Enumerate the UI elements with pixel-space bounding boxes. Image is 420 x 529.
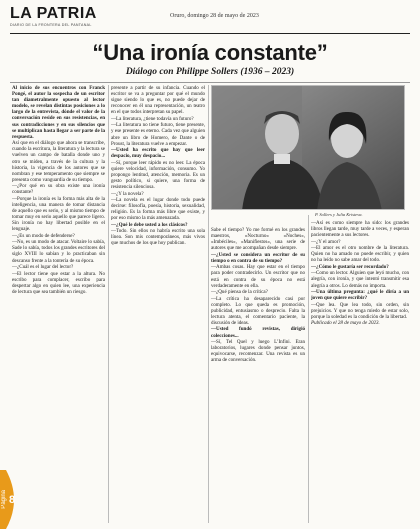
- article-paragraph: —La crítica ha desaparecido casi por completo. Lo que queda es promoción, publicidad, entusiasmo o desprecio. Falta la lectura atenta, el comentario paciente, la discusión de ideas.: [211, 295, 305, 326]
- article-paragraph: —¿Qué piensa de la crítica?: [211, 289, 268, 296]
- page-label: Página: [1, 490, 7, 509]
- article-paragraph: —Porque la ironía es la forma más alta de la inteligencia, una manera de tomar distancia de aquello que es serio, y al mismo tiempo de tomar muy en serio aquello que parece ligero. Sin ironía no hay libertad posible en el lenguaje.: [12, 195, 105, 233]
- article-paragraph: presente a partir de su infancia. Cuando el escritor se va a preguntar por qué el mundo sigue siendo lo que es, no puede dejar de reconocer en él una representación, un teatro en el que todos interpretan su papel.: [111, 85, 205, 116]
- article-paragraph: —Sí, porque leer rápido es no leer. La época quiere velocidad, información, consumo. Yo propongo lentitud, atención, memoria. Es un gesto político, si quiere, una forma de resistencia silenciosa.: [111, 159, 205, 191]
- article-paragraph: —¿Y el amor?: [311, 238, 341, 245]
- article-paragraph: —El lector tiene que estar a la altura. No escribo para complacer, escribo para despertar algo en quien lee, una experiencia de lectura que sea también un riesgo.: [12, 270, 105, 295]
- article-column-3-text: [211, 227, 305, 364]
- article-column-3: [211, 85, 305, 525]
- article-headline: “Una ironía constante”: [92, 40, 328, 65]
- article-paragraph: —Ambas cosas. Hay que estar en el tiempo para poder contradecirlo. Un escritor que no está en contra de su época no está verdaderamente en ella.: [211, 264, 305, 289]
- photo-caption: P. Sollers y Julia Kristeva.: [315, 212, 363, 217]
- article-column-4: [311, 220, 409, 525]
- newspaper-tagline: DIARIO DE LA FRONTERA DEL PANTANAL: [10, 23, 92, 27]
- page-number-tab: [0, 470, 22, 529]
- article-paragraph: —¿Cómo le gustaría ser recordado?: [311, 263, 389, 270]
- article-paragraph: —Sí, Tel Quel y luego L’Infini. Eran laboratorios, lugares donde pensar juntos, equivocarse, recomenzar. Una revista es un arma de conversación.: [211, 339, 305, 364]
- article-paragraph: —¿Usted se considera un escritor de su tiempo o en contra de su tiempo?: [211, 251, 305, 264]
- article-paragraph: —Una última pregunta: ¿qué le diría a un joven que quiere escribir?: [311, 288, 409, 302]
- article-paragraph: —Como un lector. Alguien que leyó mucho, con alegría, con ironía, y que intentó transmitir esa alegría a otros. Lo demás no importa.: [311, 270, 409, 289]
- article-paragraph: —La novela es el lugar donde todo puede decirse: filosofía, poesía, historia, sexualidad, religión. Es la forma más libre que existe, y por eso mismo la más amenazada.: [111, 197, 205, 222]
- newspaper-logo: LA PATRIA: [10, 5, 97, 22]
- article-column-2: [111, 85, 205, 525]
- column-divider: [108, 85, 109, 523]
- article-column-1: [12, 85, 105, 525]
- article-paragraph: Publicado el 28 de mayo de 2023.: [311, 320, 380, 327]
- article-paragraph: —¿Qué le debe usted a los clásicos?: [111, 221, 188, 228]
- masthead-rule: [10, 33, 410, 34]
- page-number: 8: [9, 494, 16, 506]
- article-paragraph: —¿Por qué en su obra existe una ironía constante?: [12, 183, 105, 196]
- article-paragraph: —Que lea. Que lea todo, sin orden, sin prejuicios. Y que no tenga miedo de estar solo, porque la soledad es la condición de la libertad.: [311, 301, 409, 320]
- article-paragraph: —Usted fundó revistas, dirigió colecciones...: [211, 326, 305, 339]
- article-paragraph: —El amor es el otro nombre de la literatura. Quien no ha amado no puede escribir, y quien no ha leído no sabe amar del todo.: [311, 245, 409, 264]
- article-paragraph: Así que en el diálogo que ahora se transcribe, cuando la escritura, la literatura y la lectura se vuelven un campo de batalla donde uno y otro se miden, a través de la cultura y la historia, la vigencia de los autores que se nombran y ese temperamento que siempre se presenta como vanguardia de su tiempo.: [12, 140, 105, 183]
- column-divider: [208, 85, 209, 523]
- article-paragraph: —¿Es un modo de defenderse?: [12, 232, 75, 239]
- column-divider: [308, 215, 309, 523]
- article-paragraph: —No, es un modo de atacar. Voltaire lo sabía, Sade lo sabía, todos los grandes escritores del siglo XVIII lo sabían y lo practicaban sin descanso frente a la tontería de su época.: [12, 239, 105, 264]
- article-paragraph: —Así es como siempre ha sido: los grandes libros llegan tarde, muy tarde a veces, y esperan pacientemente a sus lectores.: [311, 220, 409, 239]
- article-paragraph: —¿Cuál es el lugar del lector?: [12, 264, 74, 271]
- article-paragraph: —¿Y la novela?: [111, 190, 144, 197]
- edition-date: Oruro, domingo 28 de mayo de 2023: [170, 13, 259, 19]
- article-paragraph: Sabe el tiempo? Yo me formé en los grandes maestros, «Nocturno» «Noches», «Imbéciles», «Manifiestos», una serie de autores que me acompañan desde siempre.: [211, 227, 305, 252]
- masthead: [10, 6, 410, 28]
- headline-rule: [10, 82, 410, 83]
- article-subhead: Diálogo con Philippe Sollers (1936 – 2023): [125, 67, 295, 77]
- article-paragraph: —La literatura no tiene futuro, tiene presente, y ese presente es eterno. Cada vez que alguien abre un libro de Homero, de Dante o de Proust, la literatura vuelve a empezar.: [111, 122, 205, 147]
- article-paragraph: —Todo. Sin ellos no habría escrito una sola línea. Son mis contemporáneos, más vivos que muchos de los que hoy publican.: [111, 228, 205, 247]
- article-paragraph: Al inicio de sus encuentros con Franck Pongé, el autor la sospecha de un escritor tan diametralmente opuesto al lector modelo, se revelan distintas posiciones a lo largo de la entrevista, dónde el valor de la conversación reside en sus resistencias, en sus contradicciones y en sus silencios que se multiplican hasta llegar a ser parte de la respuesta.: [12, 85, 105, 140]
- article-paragraph: —Usted ha escrito que hay que leer despacio, muy despacio...: [111, 147, 205, 160]
- article-paragraph: —La literatura, ¿tiene todavía un futuro?: [111, 115, 194, 122]
